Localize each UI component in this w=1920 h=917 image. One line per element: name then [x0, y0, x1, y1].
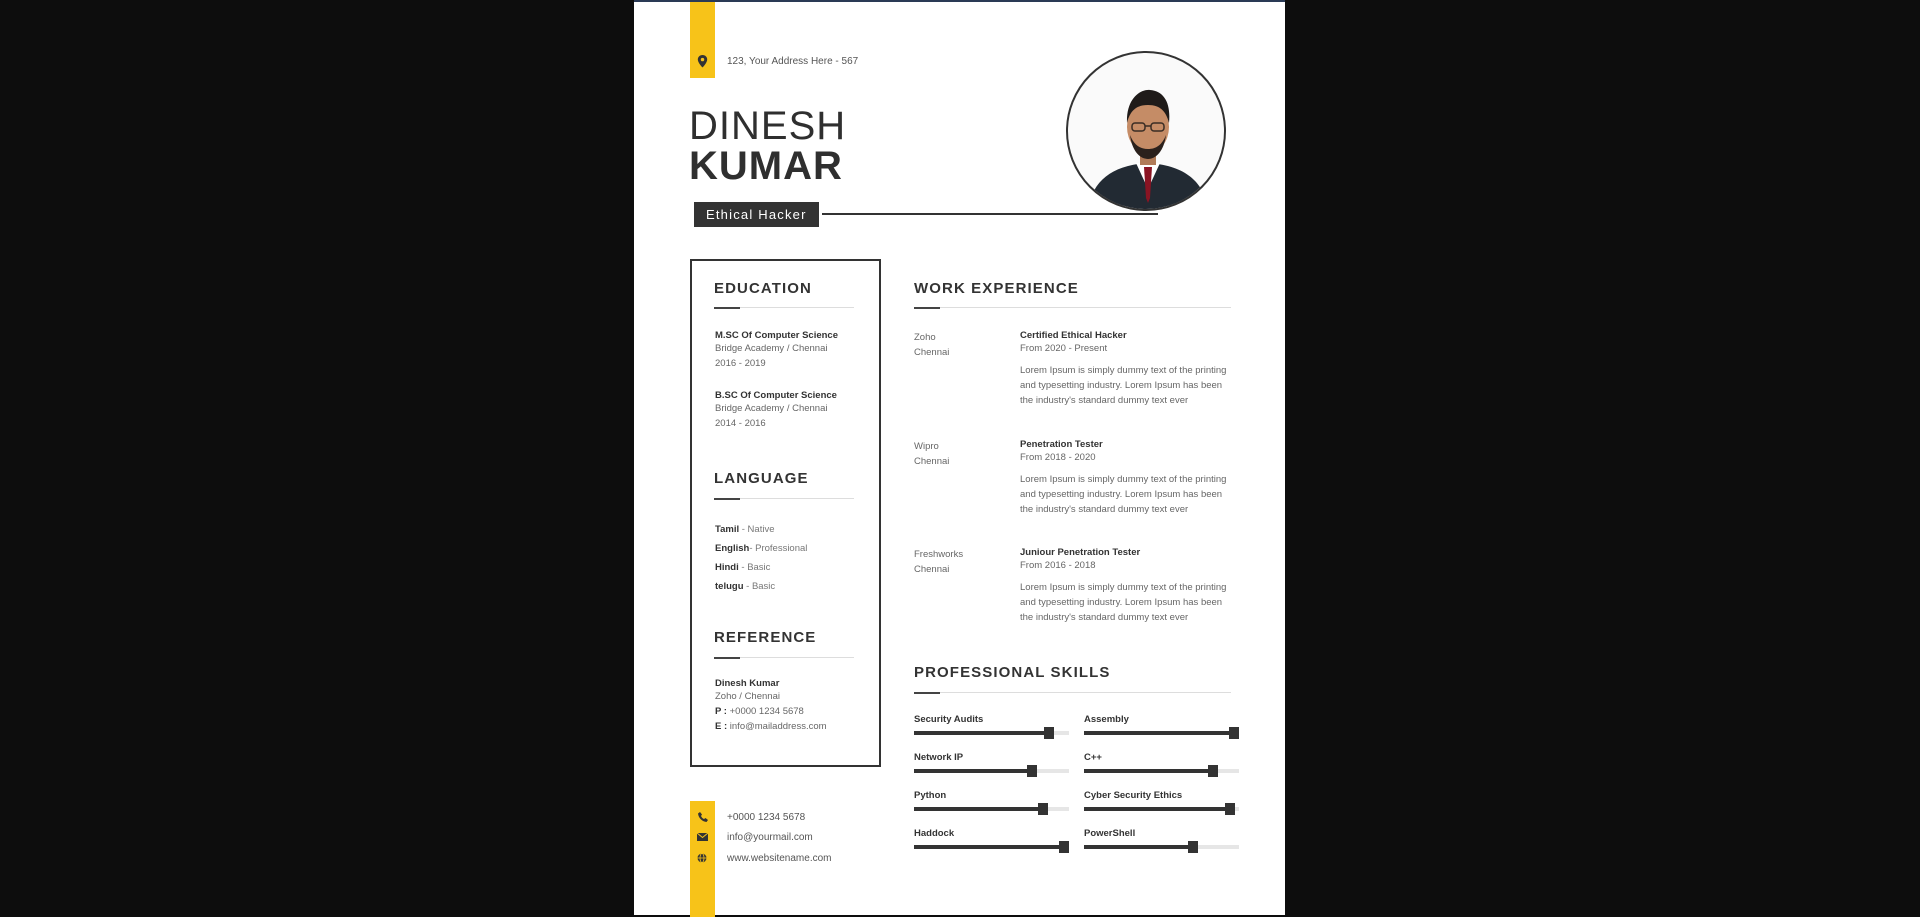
skill-bar-track	[914, 807, 1069, 811]
skill-bar-knob	[1188, 841, 1198, 853]
phone-label: P :	[715, 706, 730, 717]
skill-bar-fill	[1084, 769, 1213, 773]
language-heading: LANGUAGE	[714, 470, 809, 487]
skill-bar-fill	[914, 769, 1032, 773]
work-company: Freshworks	[914, 549, 964, 560]
skill-bar-track	[1084, 731, 1239, 735]
language-rule-accent	[714, 498, 740, 500]
skill-bar-knob	[1229, 727, 1239, 739]
skill-bar-fill	[914, 807, 1043, 811]
language-item	[715, 558, 807, 577]
reference-email[interactable]: info@mailaddress.com	[729, 721, 827, 732]
skill-item	[1084, 790, 1182, 801]
avatar-illustration	[1068, 53, 1226, 211]
work-item	[914, 547, 963, 577]
work-company: Wipro	[914, 441, 939, 452]
skill-bar-knob	[1059, 841, 1069, 853]
reference-rule-accent	[714, 657, 740, 659]
work-heading: WORK EXPERIENCE	[914, 280, 1079, 297]
skill-bar-knob	[1027, 765, 1037, 777]
skill-item	[1084, 752, 1102, 763]
language-name: English	[715, 543, 750, 554]
work-city: Chennai	[914, 564, 950, 575]
bottom-accent-bar	[690, 801, 715, 917]
school: Bridge Academy / Chennai	[715, 403, 828, 414]
years: 2014 - 2016	[715, 418, 766, 429]
work-position: Certified Ethical Hacker	[1020, 330, 1127, 341]
reference-heading: REFERENCE	[714, 629, 817, 646]
work-period: From 2016 - 2018	[1020, 560, 1096, 571]
skill-bar-fill	[1084, 731, 1234, 735]
address-text: 123, Your Address Here - 567	[727, 56, 859, 67]
skill-bar-knob	[1225, 803, 1235, 815]
contact-website[interactable]: www.websitename.com	[727, 853, 832, 864]
work-rule	[914, 307, 1231, 308]
skill-bar-track	[914, 731, 1069, 735]
skills-rule-accent	[914, 692, 940, 694]
reference-name: Dinesh Kumar	[715, 678, 780, 689]
work-item	[914, 330, 949, 360]
first-name: DINESH	[689, 104, 847, 148]
skill-item	[914, 790, 946, 801]
skill-label: Network IP	[914, 752, 964, 763]
last-name: KUMAR	[689, 144, 843, 188]
language-level: - Professional	[749, 543, 808, 554]
role-connector-line	[822, 213, 1158, 215]
work-city: Chennai	[914, 456, 950, 467]
skill-label: Python	[914, 790, 947, 801]
degree: M.SC Of Computer Science	[715, 330, 838, 341]
degree: B.SC Of Computer Science	[715, 390, 837, 401]
resume-page	[634, 0, 1285, 915]
reference-block	[715, 678, 827, 734]
work-period: From 2020 - Present	[1020, 343, 1108, 354]
work-period: From 2018 - 2020	[1020, 452, 1096, 463]
education-item	[715, 330, 838, 371]
work-position: Penetration Tester	[1020, 439, 1103, 450]
work-detail	[1020, 547, 1235, 625]
envelope-icon	[697, 833, 708, 841]
skill-label: Cyber Security Ethics	[1084, 790, 1183, 801]
language-item	[715, 577, 807, 596]
education-item	[715, 390, 837, 431]
language-level: - Basic	[738, 562, 771, 573]
language-item	[715, 539, 807, 558]
contact-email[interactable]: info@yourmail.com	[727, 832, 813, 843]
language-name: Tamil	[715, 524, 740, 535]
work-item	[914, 439, 949, 469]
skill-bar-track	[1084, 807, 1239, 811]
language-name: Hindi	[715, 562, 739, 573]
skill-item	[914, 752, 963, 763]
education-heading: EDUCATION	[714, 280, 812, 297]
reference-company: Zoho / Chennai	[715, 691, 780, 702]
language-item	[715, 520, 807, 539]
skill-label: PowerShell	[1084, 828, 1136, 839]
skill-bar-track	[914, 845, 1069, 849]
skill-bar-knob	[1044, 727, 1054, 739]
top-accent-bar	[690, 2, 715, 78]
work-description: Lorem Ipsum is simply dummy text of the printing and typesetting industry. Lorem Ipsum has been the industry's standard dummy text ever	[1020, 474, 1227, 515]
work-detail	[1020, 439, 1235, 517]
skill-item	[1084, 714, 1129, 725]
skill-label: Security Audits	[914, 714, 984, 725]
reference-phone: +0000 1234 5678	[729, 706, 804, 717]
work-description: Lorem Ipsum is simply dummy text of the printing and typesetting industry. Lorem Ipsum has been the industry's standard dummy text ever	[1020, 582, 1227, 623]
work-city: Chennai	[914, 347, 950, 358]
work-rule-accent	[914, 307, 940, 309]
work-detail	[1020, 330, 1235, 408]
profile-photo	[1066, 51, 1226, 211]
skill-bar-knob	[1208, 765, 1218, 777]
language-name: telugu	[715, 581, 744, 592]
skills-grid	[914, 714, 1244, 864]
skill-item	[914, 714, 983, 725]
phone-icon	[698, 812, 708, 822]
skill-bar-knob	[1038, 803, 1048, 815]
education-rule-accent	[714, 307, 740, 309]
skill-label: Haddock	[914, 828, 955, 839]
skills-rule	[914, 692, 1231, 693]
work-company: Zoho	[914, 332, 936, 343]
skills-heading: PROFESSIONAL SKILLS	[914, 664, 1111, 681]
years: 2016 - 2019	[715, 358, 766, 369]
email-label: E :	[715, 721, 730, 732]
skill-label: Assembly	[1084, 714, 1129, 725]
skill-bar-track	[1084, 845, 1239, 849]
skill-bar-fill	[914, 845, 1064, 849]
role-badge: Ethical Hacker	[694, 202, 819, 227]
skill-bar-fill	[1084, 807, 1230, 811]
school: Bridge Academy / Chennai	[715, 343, 828, 354]
skill-item	[1084, 828, 1135, 839]
location-pin-icon	[697, 55, 708, 68]
contact-phone[interactable]: +0000 1234 5678	[727, 812, 806, 823]
skill-bar-track	[914, 769, 1069, 773]
skill-bar-fill	[914, 731, 1049, 735]
skill-bar-track	[1084, 769, 1239, 773]
language-level: - Basic	[743, 581, 776, 592]
skill-bar-fill	[1084, 845, 1193, 849]
language-list	[715, 520, 807, 596]
language-level: - Native	[739, 524, 775, 535]
work-description: Lorem Ipsum is simply dummy text of the printing and typesetting industry. Lorem Ipsum has been the industry's standard dummy text ever	[1020, 365, 1227, 406]
work-position: Juniour Penetration Tester	[1020, 547, 1141, 558]
globe-icon	[697, 853, 707, 863]
skill-label: C++	[1084, 752, 1102, 763]
skill-item	[914, 828, 954, 839]
